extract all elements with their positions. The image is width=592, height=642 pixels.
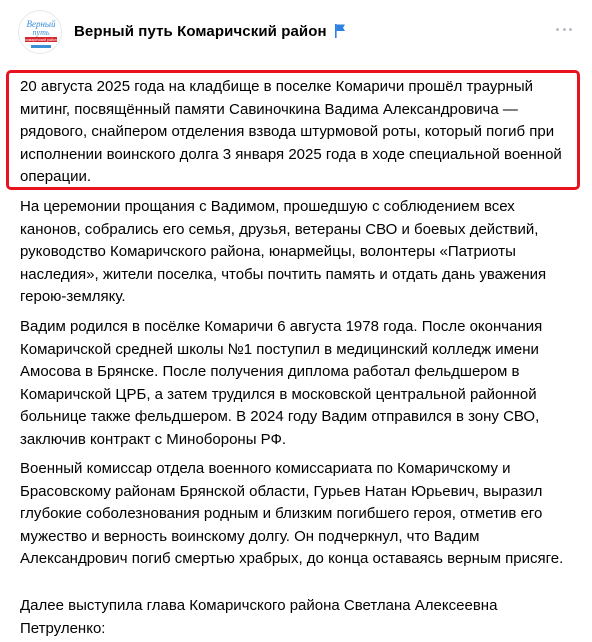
svg-text:путь: путь bbox=[32, 28, 50, 37]
title-row bbox=[74, 20, 347, 42]
community-name[interactable]: Верный путь Комаричский район bbox=[74, 22, 327, 40]
more-dots-icon[interactable] bbox=[556, 26, 572, 32]
svg-text:комаричский район: комаричский район bbox=[25, 38, 57, 42]
community-logo bbox=[19, 11, 62, 54]
post-paragraph-1: 20 августа 2025 года на кладбище в поселке Комаричи прошёл траурный митинг, посвящённый памяти Савиночкина Вадима Александровича — рядового, снайпером отделения взвода штурмовой роты, который погиб при исполнении воинского долга 3 января 2025 года в ходе специальной военной операции. bbox=[20, 78, 562, 185]
post-paragraph-3: Вадим родился в посёлке Комаричи 6 августа 1978 года. После окончания Комаричской средней школы №1 поступил в медицинский колледж имени Амосова в Брянске. После получения диплома работал фельдшером в Комаричской ЦРБ, а затем трудился в московской центральной районной больнице также фельдшером. В 2024 году Вадим отправился в зону СВО, заключив контракт с Минобороны РФ. bbox=[20, 318, 543, 448]
post-paragraph-4: Военный комиссар отдела военного комиссариата по Комаричскому и Брасовскому районам Брянской области, Гурьев Натан Юрьевич, выразил глубокие соболезнования родным и близким погибшего героя, отметив его мужество и верность воинскому долгу. Он подчеркнул, что Вадим Александрович погиб смертью храбрых, до конца оставаясь верным присяге. bbox=[20, 460, 564, 567]
post-paragraph-2: На церемонии прощания с Вадимом, прошедшую с соблюдением всех канонов, собрались его семья, друзья, ветераны СВО и боевых действий, руководство Комаричского района, юнармейцы, волонтеры «Патриоты наследия», жители поселка, чтобы почтить память и отдать дань уважения герою-земляку. bbox=[20, 198, 547, 305]
svg-text:Верный: Верный bbox=[26, 19, 56, 29]
post-header bbox=[0, 0, 592, 66]
flag-icon bbox=[333, 23, 347, 39]
community-avatar[interactable] bbox=[18, 10, 62, 54]
post-paragraph-5: Далее выступила глава Комаричского района Светлана Алексеевна Петруленко: bbox=[20, 597, 498, 637]
